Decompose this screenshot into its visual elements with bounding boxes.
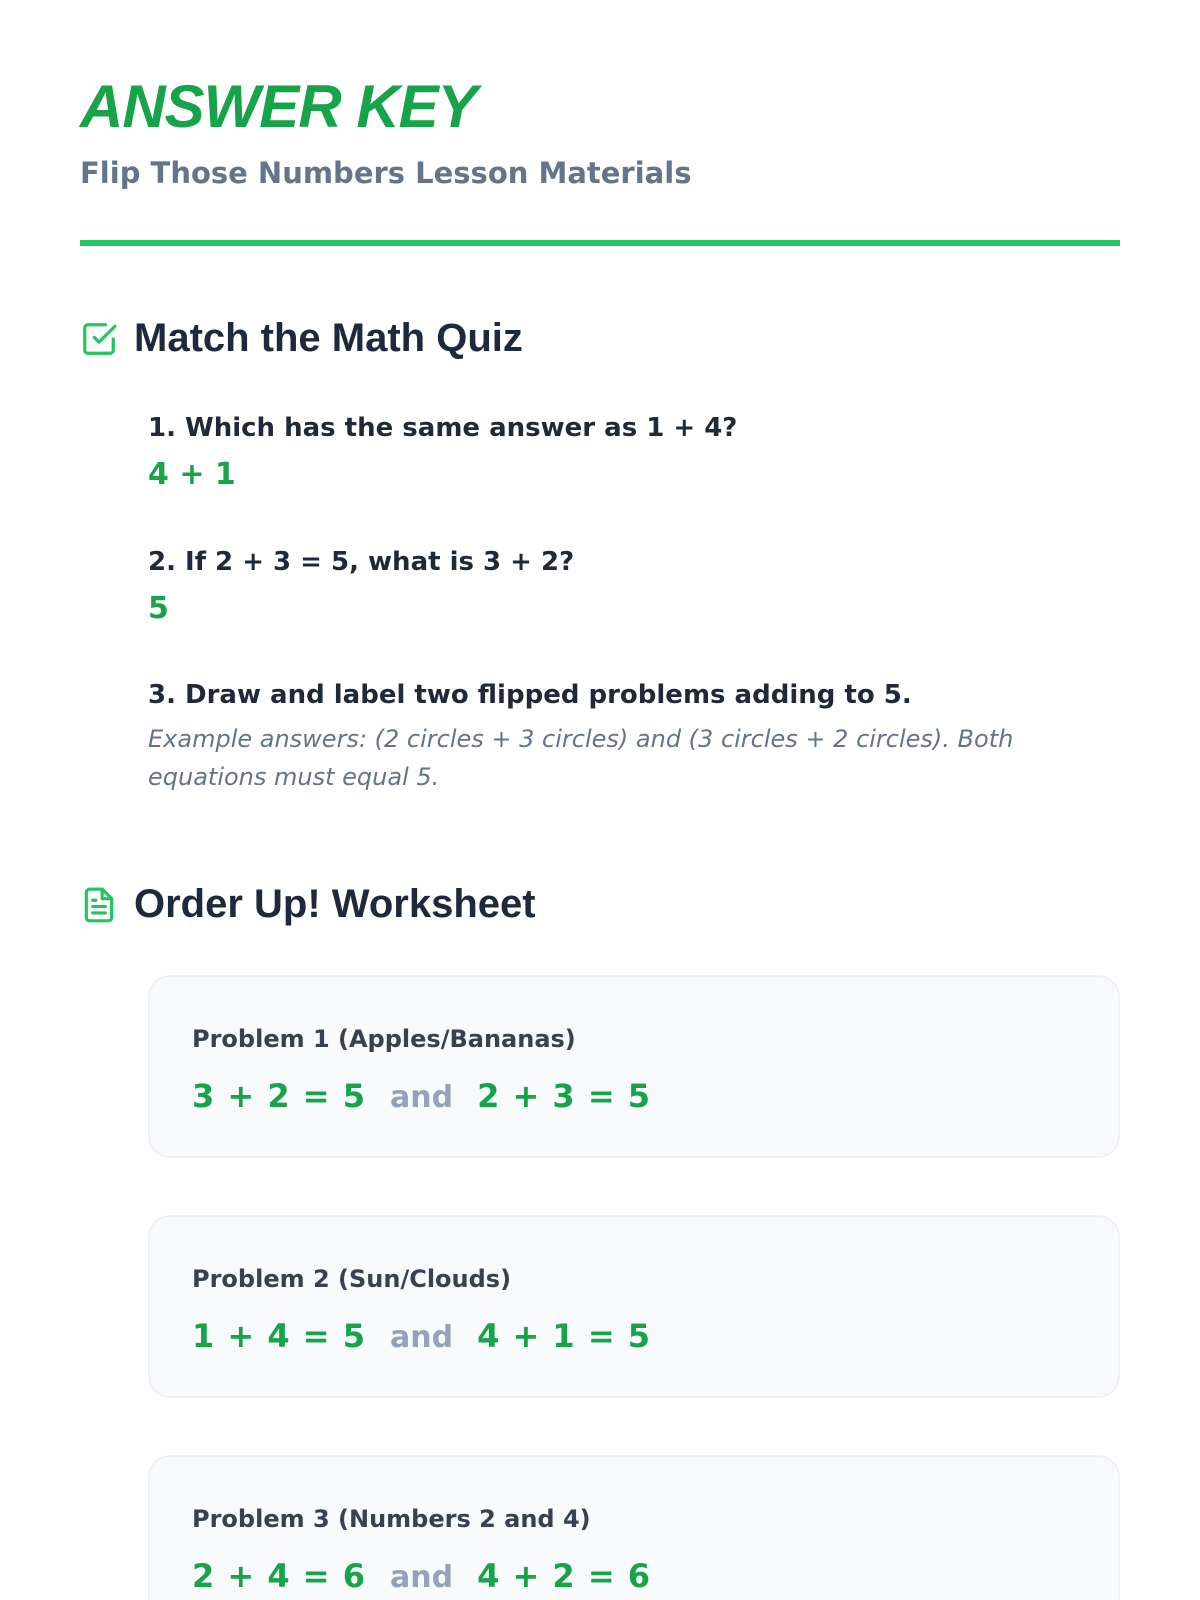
equation-b: 4 + 2 = 6 (477, 1557, 652, 1595)
checkbox-icon (80, 320, 118, 358)
problem-answer (192, 1077, 651, 1115)
equation-a: 3 + 2 = 5 (192, 1077, 366, 1115)
quiz-section-heading (80, 316, 523, 361)
and-joiner: and (389, 1560, 454, 1595)
worksheet-section-title: Order Up! Worksheet (134, 882, 536, 926)
problem-title: Problem 2 (Sun/Clouds) (192, 1265, 512, 1293)
quiz-question-3 (148, 680, 1128, 797)
page-subtitle: Flip Those Numbers Lesson Materials (80, 156, 692, 190)
equation-b: 2 + 3 = 5 (477, 1077, 652, 1115)
equation-a: 1 + 4 = 5 (192, 1317, 366, 1355)
problem-answer (192, 1317, 651, 1355)
question-answer: 5 (148, 591, 169, 626)
question-text: 1. Which has the same answer as 1 + 4? (148, 413, 738, 443)
problem-card-1 (148, 975, 1120, 1158)
and-joiner: and (389, 1080, 454, 1115)
page-title: ANSWER KEY (80, 73, 477, 140)
problem-card-3 (148, 1455, 1120, 1600)
document-icon (80, 886, 118, 924)
and-joiner: and (389, 1320, 454, 1355)
question-text: 3. Draw and label two flipped problems adding to 5. (148, 680, 912, 710)
problem-answer (192, 1557, 651, 1595)
question-example-answer: Example answers: (2 circles + 3 circles) and (3 circles + 2 circles). Both equations must equal 5. (148, 725, 1014, 792)
problem-title: Problem 3 (Numbers 2 and 4) (192, 1505, 591, 1533)
question-text: 2. If 2 + 3 = 5, what is 3 + 2? (148, 547, 575, 577)
quiz-section-title: Match the Math Quiz (134, 316, 523, 360)
question-answer: 4 + 1 (148, 457, 236, 492)
equation-a: 2 + 4 = 6 (192, 1557, 366, 1595)
quiz-question-1 (148, 413, 1128, 492)
title-divider (80, 240, 1120, 246)
problem-title: Problem 1 (Apples/Bananas) (192, 1025, 576, 1053)
worksheet-section-heading (80, 882, 536, 927)
equation-b: 4 + 1 = 5 (477, 1317, 652, 1355)
quiz-question-2 (148, 547, 1128, 626)
problem-card-2 (148, 1215, 1120, 1398)
